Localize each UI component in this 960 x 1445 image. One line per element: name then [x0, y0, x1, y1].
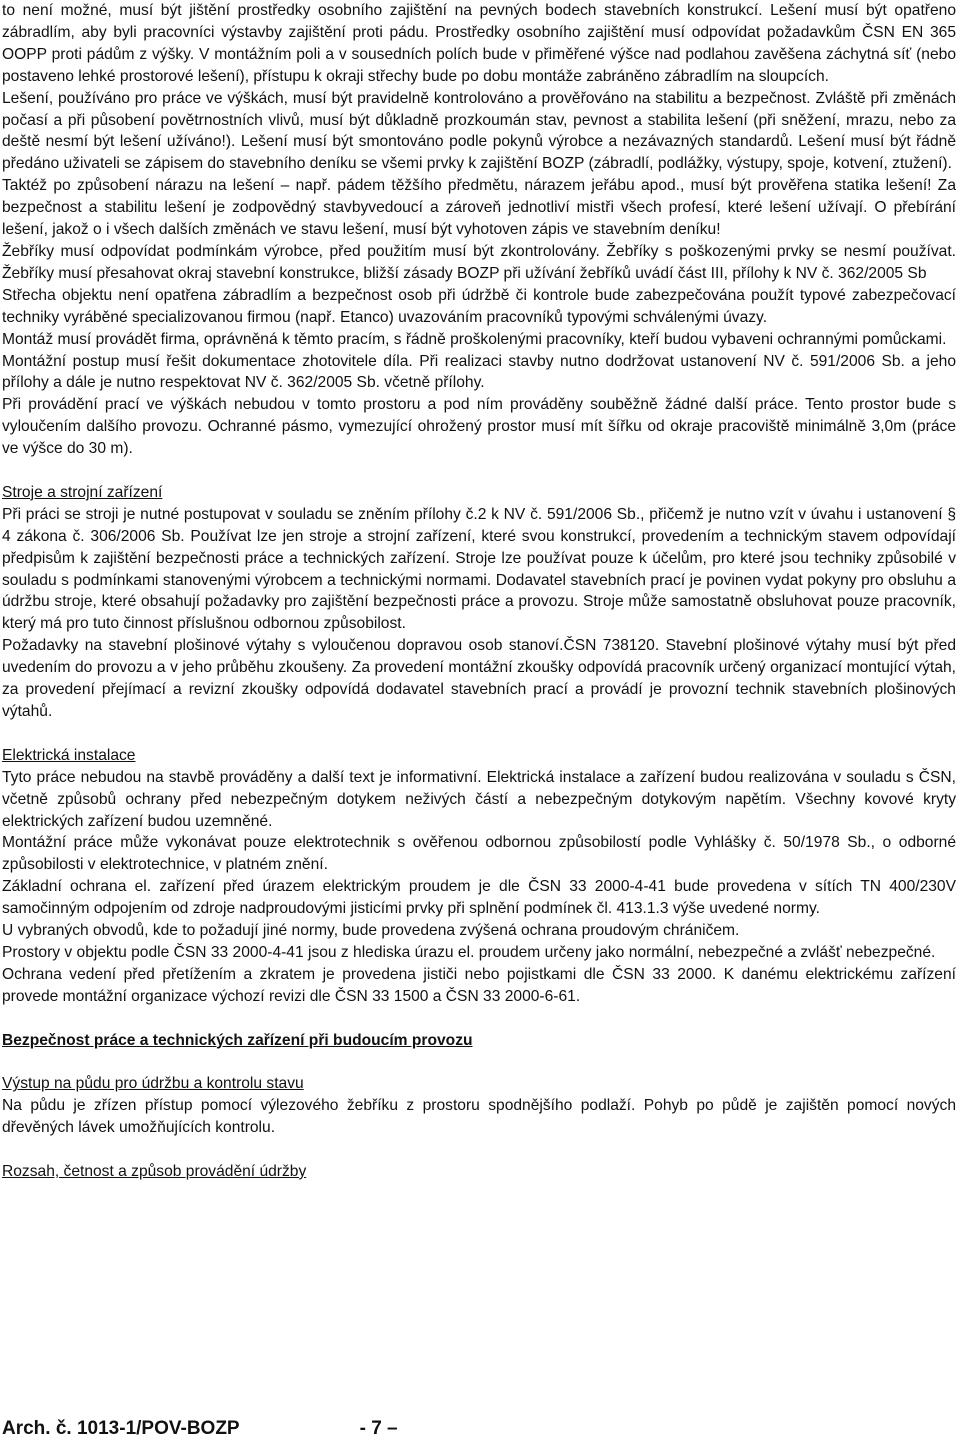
paragraph: Montáž musí provádět firma, oprávněná k těmto pracím, s řádně proškolenými pracovníky, kteří budou vybaveni ochrannými pomůckami. — [2, 330, 947, 348]
paragraph: Lešení, používáno pro práce ve výškách, musí být pravidelně kontrolováno a prověřováno na stabilitu a bezpečnost. Zvláště při změnách počasí a při působení povětrnostních vlivů, musí být důkladně prozkoumán stav, pevnost a stabilita lešení (při sněžení, mrazu, nebo za deště nesmí být lešení užíváno!). Lešení musí být smontováno podle pokynů výrobce a nezávazných standardů. Lešení musí být řádně předáno uživateli se zápisem do stavebního deníku se všemi prvky k zajištění BOZP (zábradlí, podlážky, výstupy, spoje, kotvení, ztužení). — [2, 89, 956, 173]
page-footer — [2, 1418, 398, 1440]
paragraph: to není možné, musí být jištění prostředky osobního zajištění na pevných bodech stavebních konstrukcí. Lešení musí být opatřeno zábradlím, aby byli pracovníci výstavby zajištění proti pádu. Prostředky osobního zajištění musí odpovídat požadavkům ČSN EN 365 OOPP proti pádům z výšky. V montážním poli a v sousedních polích bude v přiměřené výšce nad podlahou zavěšena záchytná síť (nebo postaveno lehké prostorové lešení), přístupu k okraji střechy bude po dobu montáže zabráněno zábradlím na sloupcích. — [2, 2, 956, 85]
paragraph: Prostory v objektu podle ČSN 33 2000-4-41 jsou z hlediska úrazu el. proudem určeny jako normální, nebezpečné a zvlášť nebezpečné. — [2, 943, 936, 961]
spacer — [2, 460, 956, 482]
paragraph: Tyto práce nebudou na stavbě prováděny a další text je informativní. Elektrická instalace a zařízení budou realizována v souladu s ČSN, včetně způsobů ochrany před nebezpečným dotykem neživých částí a nebezpečným dotykovým napětím. Všechny kovové kryty elektrických zařízení budou uzemněné. — [2, 768, 956, 830]
paragraph: Základní ochrana el. zařízení před úrazem elektrickým proudem je dle ČSN 33 2000-4-41 bude provedena v sítích TN 400/230V samočinným odpojením od zdroje nadproudovými jisticími prvky při splnění podmínek čl. 413.1.3 výše uvedené normy. — [2, 878, 956, 918]
section-heading-stroje: Stroje a strojní zařízení — [2, 483, 163, 501]
spacer — [2, 1139, 956, 1161]
spacer — [2, 1051, 956, 1073]
paragraph: U vybraných obvodů, kde to požadují jiné normy, bude provedena zvýšená ochrana proudovým chráničem. — [2, 922, 740, 940]
section-heading-bezpecnost: Bezpečnost práce a technických zařízení při budoucím provozu — [2, 1031, 473, 1049]
spacer — [2, 723, 956, 745]
paragraph: Montážní práce může vykonávat pouze elektrotechnik s ověřenou odbornou způsobilostí podle Vyhlášky č. 50/1978 Sb., o odborné způsobilosti v elektrotechnice, v platném znění. — [2, 834, 956, 874]
section-heading-elektro: Elektrická instalace — [2, 746, 136, 764]
paragraph: Při provádění prací ve výškách nebudou v tomto prostoru a pod ním prováděny souběžně žádné další práce. Tento prostor bude s vyloučením dalšího provozu. Ochranné pásmo, vymezující ohrožený prostor musí mít šířku od okraje pracoviště minimálně 3,0m (práce ve výšce do 30 m). — [2, 396, 956, 458]
section-heading-vystup: Výstup na půdu pro údržbu a kontrolu stavu — [2, 1075, 304, 1093]
paragraph: Při práci se stroji je nutné postupovat v souladu se zněním přílohy č.2 k NV č. 591/2006 Sb., přičemž je nutno vzít v úvahu i ustanovení § 4 zákona č. 306/2006 Sb. Používat lze jen stroje a strojní zařízení, které svou konstrukcí, provedením a technickým stavem odpovídají předpisům k zajištění bezpečnosti práce a technických zařízení. Stroje lze používat pouze k účelům, pro které jsou techniky způsobilé v souladu s podmínkami stanovenými výrobcem a technickými normami. Dodavatel stavebních prací je povinen vydat pokyny pro obsluhu a údržbu stroje, které obsahují požadavky pro zajištění bezpečnosti práce a provozu. Stroje může samostatně obsluhovat pouze pracovník, který má pro tuto činnost příslušnou odbornou způsobilost. — [2, 505, 956, 633]
paragraph: Požadavky na stavební plošinové výtahy s vyloučenou dopravou osob stanoví.ČSN 738120. Stavební plošinové výtahy musí být před uvedením do provozu a v jeho průběhu zkoušeny. Za provedení montážní zkoušky odpovídá pracovník určený organizací montující výtah, za provedení přejímací a revizní zkoušky odpovídá dodavatel stavebních prací a provádí je provozní technik stavebních plošinových výtahů. — [2, 637, 956, 720]
spacer — [2, 1008, 956, 1030]
paragraph: Žebříky musí odpovídat podmínkám výrobce, před použitím musí být zkontrolovány. Žebříky s poškozenými prvky se nesmí používat. Žebříky musí přesahovat okraj stavební konstrukce, bližší zásady BOZP při užívání žebříků uvádí část III, přílohy k NV č. 362/2005 Sb — [2, 242, 956, 282]
paragraph: Ochrana vedení před přetížením a zkratem je provedena jističi nebo pojistkami dle ČSN 33 2000. K danému elektrickému zařízení provede montážní organizace výchozí revizi dle ČSN 33 1500 a ČSN 33 2000-6-61. — [2, 965, 956, 1005]
page-number: - 7 – — [359, 1418, 398, 1439]
section-heading-rozsah: Rozsah, četnost a způsob provádění údržby — [2, 1162, 307, 1180]
paragraph: Na půdu je zřízen přístup pomocí výlezového žebříku z prostoru spodnějšího podlaží. Pohyb po půdě je zajištěn pomocí nových dřevěných lávek umožňujících kontrolu. — [2, 1097, 956, 1137]
paragraph: Montážní postup musí řešit dokumentace zhotovitele díla. Při realizaci stavby nutno dodržovat ustanovení NV č. 591/2006 Sb. a jeho přílohy a dále je nutno respektovat NV č. 362/2005 Sb. včetně přílohy. — [2, 352, 956, 392]
document-number: Arch. č. 1013-1/POV-BOZP — [2, 1418, 240, 1439]
paragraph: Taktéž po způsobení nárazu na lešení – např. pádem těžšího předmětu, nárazem jeřábu apod., musí být prověřena statika lešení! Za bezpečnost a stabilitu lešení je zodpovědný stavbyvedoucí a zároveň jednotliví mistři všech profesí, které lešení užívají. O přebírání lešení, jakož o i všech dalších změnách ve stavu lešení, musí být vyhotoven zápis ve stavebním deníku! — [2, 177, 956, 239]
paragraph: Střecha objektu není opatřena zábradlím a bezpečnost osob při údržbě či kontrole bude zabezpečována použít typové zabezpečovací techniky vyráběné specializovanou firmou (např. Etanco) uvazováním pracovníků typovými schválenými úvazy. — [2, 286, 956, 326]
